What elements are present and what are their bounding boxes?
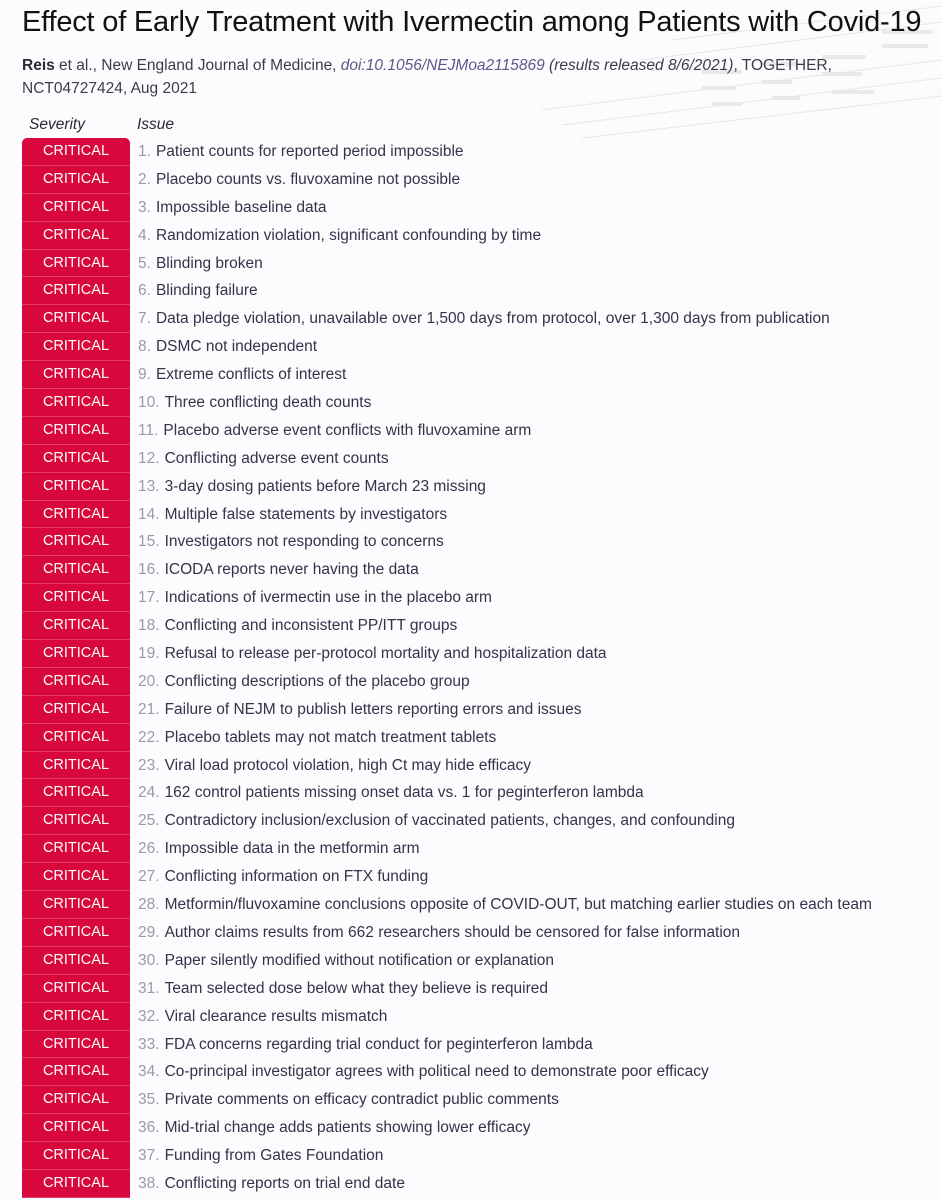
table-row bbox=[22, 305, 934, 333]
severity-badge: CRITICAL bbox=[22, 305, 130, 333]
table-row bbox=[22, 194, 934, 222]
severity-badge: CRITICAL bbox=[22, 194, 130, 222]
severity-badge: CRITICAL bbox=[22, 1086, 130, 1114]
severity-badge: CRITICAL bbox=[22, 1058, 130, 1086]
issue-text bbox=[138, 835, 420, 863]
severity-badge: CRITICAL bbox=[22, 863, 130, 891]
table-row bbox=[22, 389, 934, 417]
table-row bbox=[22, 835, 934, 863]
issue-number: 19. bbox=[138, 645, 160, 663]
severity-badge: CRITICAL bbox=[22, 696, 130, 724]
issue-number: 3. bbox=[138, 198, 151, 216]
issue-number: 30. bbox=[138, 951, 160, 969]
issue-description: Conflicting adverse event counts bbox=[164, 449, 389, 467]
citation-author: Reis bbox=[22, 57, 55, 74]
table-row bbox=[22, 445, 934, 473]
issue-description: Placebo adverse event conflicts with fluvoxamine arm bbox=[163, 421, 532, 439]
severity-badge: CRITICAL bbox=[22, 584, 130, 612]
severity-badge: CRITICAL bbox=[22, 528, 130, 556]
table-row bbox=[22, 863, 934, 891]
table-row bbox=[22, 1142, 934, 1170]
issue-text bbox=[138, 194, 327, 222]
table-row bbox=[22, 640, 934, 668]
severity-badge: CRITICAL bbox=[22, 612, 130, 640]
issue-number: 36. bbox=[138, 1119, 160, 1137]
issue-description: Extreme conflicts of interest bbox=[155, 366, 347, 384]
issue-description: Paper silently modified without notification or explanation bbox=[164, 951, 555, 969]
table-row bbox=[22, 361, 934, 389]
table-row bbox=[22, 166, 934, 194]
table-row bbox=[22, 1170, 934, 1198]
table-row bbox=[22, 556, 934, 584]
issue-description: Contradictory inclusion/exclusion of vaccinated patients, changes, and confounding bbox=[164, 812, 735, 830]
issue-description: Impossible baseline data bbox=[155, 198, 327, 216]
issue-number: 14. bbox=[138, 505, 160, 523]
issue-number: 13. bbox=[138, 477, 160, 495]
table-row bbox=[22, 612, 934, 640]
issue-text bbox=[138, 891, 872, 919]
issue-text bbox=[138, 1086, 559, 1114]
severity-badge: CRITICAL bbox=[22, 807, 130, 835]
severity-badge: CRITICAL bbox=[22, 333, 130, 361]
severity-badge: CRITICAL bbox=[22, 1114, 130, 1142]
issue-description: Blinding failure bbox=[155, 282, 258, 300]
issue-text bbox=[138, 584, 492, 612]
issue-number: 9. bbox=[138, 366, 151, 384]
issue-number: 4. bbox=[138, 226, 151, 244]
issue-description: 3-day dosing patients before March 23 missing bbox=[164, 477, 486, 495]
issue-text bbox=[138, 138, 464, 166]
issue-text bbox=[138, 863, 428, 891]
issue-description: Data pledge violation, unavailable over 1,500 days from protocol, over 1,300 days from publication bbox=[155, 310, 830, 328]
issue-text bbox=[138, 724, 496, 752]
severity-badge: CRITICAL bbox=[22, 835, 130, 863]
issue-description: Private comments on efficacy contradict public comments bbox=[164, 1091, 559, 1109]
issue-text bbox=[138, 612, 457, 640]
issue-text bbox=[138, 1142, 383, 1170]
table-row bbox=[22, 891, 934, 919]
issue-description: Randomization violation, significant confounding by time bbox=[155, 226, 542, 244]
severity-badge: CRITICAL bbox=[22, 1031, 130, 1059]
issue-text bbox=[138, 389, 371, 417]
table-row bbox=[22, 333, 934, 361]
severity-badge: CRITICAL bbox=[22, 250, 130, 278]
severity-badge: CRITICAL bbox=[22, 473, 130, 501]
severity-badge: CRITICAL bbox=[22, 975, 130, 1003]
issue-description: Mid-trial change adds patients showing lower efficacy bbox=[164, 1119, 531, 1137]
table-row bbox=[22, 250, 934, 278]
issue-text bbox=[138, 305, 830, 333]
issue-number: 1. bbox=[138, 143, 151, 160]
issue-description: Metformin/fluvoxamine conclusions opposite of COVID-OUT, but matching earlier studies on each team bbox=[164, 896, 872, 914]
severity-badge: CRITICAL bbox=[22, 640, 130, 668]
issue-number: 21. bbox=[138, 700, 160, 718]
severity-badge: CRITICAL bbox=[22, 361, 130, 389]
severity-badge: CRITICAL bbox=[22, 138, 130, 166]
issue-text bbox=[138, 250, 263, 278]
issue-text bbox=[138, 277, 258, 305]
issue-text bbox=[138, 779, 644, 807]
issue-text bbox=[138, 1114, 530, 1142]
issue-number: 18. bbox=[138, 617, 160, 635]
table-row bbox=[22, 1086, 934, 1114]
issue-text bbox=[138, 473, 486, 501]
issues-table bbox=[22, 138, 934, 1198]
issue-description: Refusal to release per-protocol mortality and hospitalization data bbox=[164, 645, 607, 663]
issue-description: FDA concerns regarding trial conduct for peginterferon lambda bbox=[164, 1035, 593, 1053]
severity-badge: CRITICAL bbox=[22, 222, 130, 250]
issue-number: 22. bbox=[138, 728, 160, 746]
issue-text bbox=[138, 807, 735, 835]
severity-badge: CRITICAL bbox=[22, 417, 130, 445]
citation-release-date: (results released 8/6/2021) bbox=[544, 57, 734, 74]
table-row bbox=[22, 752, 934, 780]
issue-text bbox=[138, 919, 740, 947]
issue-text bbox=[138, 501, 447, 529]
severity-badge: CRITICAL bbox=[22, 501, 130, 529]
table-row bbox=[22, 417, 934, 445]
table-row bbox=[22, 1114, 934, 1142]
issue-text bbox=[138, 528, 444, 556]
table-row bbox=[22, 584, 934, 612]
table-row bbox=[22, 501, 934, 529]
issue-description: Failure of NEJM to publish letters reporting errors and issues bbox=[164, 700, 582, 718]
issue-number: 34. bbox=[138, 1063, 160, 1081]
table-header bbox=[0, 114, 942, 136]
issue-column-header: Issue bbox=[137, 116, 175, 133]
table-row bbox=[22, 1003, 934, 1031]
issue-description: Author claims results from 662 researchers should be censored for false information bbox=[164, 923, 741, 941]
issue-description: ICODA reports never having the data bbox=[164, 561, 419, 579]
issue-description: Conflicting and inconsistent PP/ITT groups bbox=[164, 617, 458, 635]
severity-badge: CRITICAL bbox=[22, 947, 130, 975]
issue-description: Team selected dose below what they believe is required bbox=[164, 979, 548, 997]
table-row bbox=[22, 724, 934, 752]
table-row bbox=[22, 473, 934, 501]
issue-text bbox=[138, 947, 554, 975]
issue-text bbox=[138, 640, 607, 668]
issue-text bbox=[138, 752, 531, 780]
table-row bbox=[22, 807, 934, 835]
issue-number: 11. bbox=[138, 421, 159, 439]
issue-number: 12. bbox=[138, 449, 160, 467]
severity-badge: CRITICAL bbox=[22, 779, 130, 807]
table-row bbox=[22, 1058, 934, 1086]
issue-text bbox=[138, 445, 389, 473]
severity-badge: CRITICAL bbox=[22, 556, 130, 584]
issue-description: Conflicting reports on trial end date bbox=[164, 1174, 405, 1192]
severity-badge: CRITICAL bbox=[22, 277, 130, 305]
severity-badge: CRITICAL bbox=[22, 1170, 130, 1198]
issue-description: Viral clearance results mismatch bbox=[164, 1007, 388, 1025]
issue-text bbox=[138, 361, 346, 389]
issue-text bbox=[138, 668, 470, 696]
issue-number: 27. bbox=[138, 868, 160, 886]
issue-description: Three conflicting death counts bbox=[164, 394, 372, 412]
severity-badge: CRITICAL bbox=[22, 445, 130, 473]
issue-number: 29. bbox=[138, 923, 160, 941]
table-row bbox=[22, 138, 934, 166]
issue-number: 16. bbox=[138, 561, 160, 579]
issue-number: 25. bbox=[138, 812, 160, 830]
issue-description: DSMC not independent bbox=[155, 338, 318, 356]
issue-description: Patient counts for reported period impossible bbox=[155, 143, 464, 160]
issue-text bbox=[138, 1058, 709, 1086]
issue-description: Placebo counts vs. fluvoxamine not possible bbox=[155, 170, 461, 188]
severity-badge: CRITICAL bbox=[22, 1003, 130, 1031]
table-row bbox=[22, 668, 934, 696]
issue-description: Viral load protocol violation, high Ct may hide efficacy bbox=[164, 756, 532, 774]
issue-description: Investigators not responding to concerns bbox=[164, 533, 444, 551]
issue-number: 23. bbox=[138, 756, 160, 774]
issue-number: 15. bbox=[138, 533, 160, 551]
severity-badge: CRITICAL bbox=[22, 752, 130, 780]
issue-number: 38. bbox=[138, 1174, 160, 1192]
table-row bbox=[22, 222, 934, 250]
issue-description: 162 control patients missing onset data vs. 1 for peginterferon lambda bbox=[164, 784, 644, 802]
issue-number: 20. bbox=[138, 672, 160, 690]
table-row bbox=[22, 919, 934, 947]
citation-doi-link[interactable]: doi:10.1056/NEJMoa2115869 bbox=[340, 57, 545, 74]
issue-description: Funding from Gates Foundation bbox=[164, 1147, 384, 1165]
issue-description: Impossible data in the metformin arm bbox=[164, 840, 420, 858]
severity-badge: CRITICAL bbox=[22, 166, 130, 194]
severity-badge: CRITICAL bbox=[22, 389, 130, 417]
issue-description: Conflicting information on FTX funding bbox=[164, 868, 429, 886]
issue-number: 32. bbox=[138, 1007, 160, 1025]
issue-number: 31. bbox=[138, 979, 160, 997]
issue-description: Co-principal investigator agrees with political need to demonstrate poor efficacy bbox=[164, 1063, 709, 1081]
severity-badge: CRITICAL bbox=[22, 724, 130, 752]
issue-description: Conflicting descriptions of the placebo group bbox=[164, 672, 470, 690]
issue-number: 28. bbox=[138, 896, 160, 914]
table-row bbox=[22, 947, 934, 975]
severity-column-header: Severity bbox=[29, 116, 85, 133]
issue-text bbox=[138, 1170, 405, 1198]
page-title: Effect of Early Treatment with Ivermectin among Patients with Covid-19 bbox=[22, 6, 922, 38]
issue-number: 37. bbox=[138, 1147, 160, 1165]
issue-number: 24. bbox=[138, 784, 160, 802]
issue-text bbox=[138, 417, 531, 445]
issue-text bbox=[138, 1031, 593, 1059]
table-row bbox=[22, 779, 934, 807]
issue-text bbox=[138, 975, 548, 1003]
issue-number: 17. bbox=[138, 589, 160, 607]
issue-number: 35. bbox=[138, 1091, 160, 1109]
issue-text bbox=[138, 333, 317, 361]
table-row bbox=[22, 528, 934, 556]
issue-number: 5. bbox=[138, 254, 151, 272]
issue-number: 6. bbox=[138, 282, 151, 300]
issue-number: 26. bbox=[138, 840, 160, 858]
table-row bbox=[22, 975, 934, 1003]
issue-number: 10. bbox=[138, 394, 160, 412]
issue-description: Blinding broken bbox=[155, 254, 263, 272]
issue-number: 2. bbox=[138, 170, 151, 188]
issue-number: 7. bbox=[138, 310, 151, 328]
citation bbox=[22, 54, 934, 100]
issue-description: Multiple false statements by investigators bbox=[164, 505, 448, 523]
issue-text bbox=[138, 556, 419, 584]
citation-trial-info: , TOGETHER, NCT04727424, Aug 2021 bbox=[22, 57, 832, 97]
issue-description: Placebo tablets may not match treatment tablets bbox=[164, 728, 497, 746]
severity-badge: CRITICAL bbox=[22, 919, 130, 947]
severity-badge: CRITICAL bbox=[22, 668, 130, 696]
severity-badge: CRITICAL bbox=[22, 1142, 130, 1170]
issue-text bbox=[138, 222, 541, 250]
severity-badge: CRITICAL bbox=[22, 891, 130, 919]
issue-text bbox=[138, 696, 582, 724]
issue-text bbox=[138, 166, 460, 194]
table-row bbox=[22, 277, 934, 305]
issue-description: Indications of ivermectin use in the placebo arm bbox=[164, 589, 492, 607]
issue-number: 8. bbox=[138, 338, 151, 356]
issue-number: 33. bbox=[138, 1035, 160, 1053]
table-row bbox=[22, 1031, 934, 1059]
issue-text bbox=[138, 1003, 387, 1031]
table-row bbox=[22, 696, 934, 724]
citation-journal: et al., New England Journal of Medicine, bbox=[54, 57, 341, 74]
